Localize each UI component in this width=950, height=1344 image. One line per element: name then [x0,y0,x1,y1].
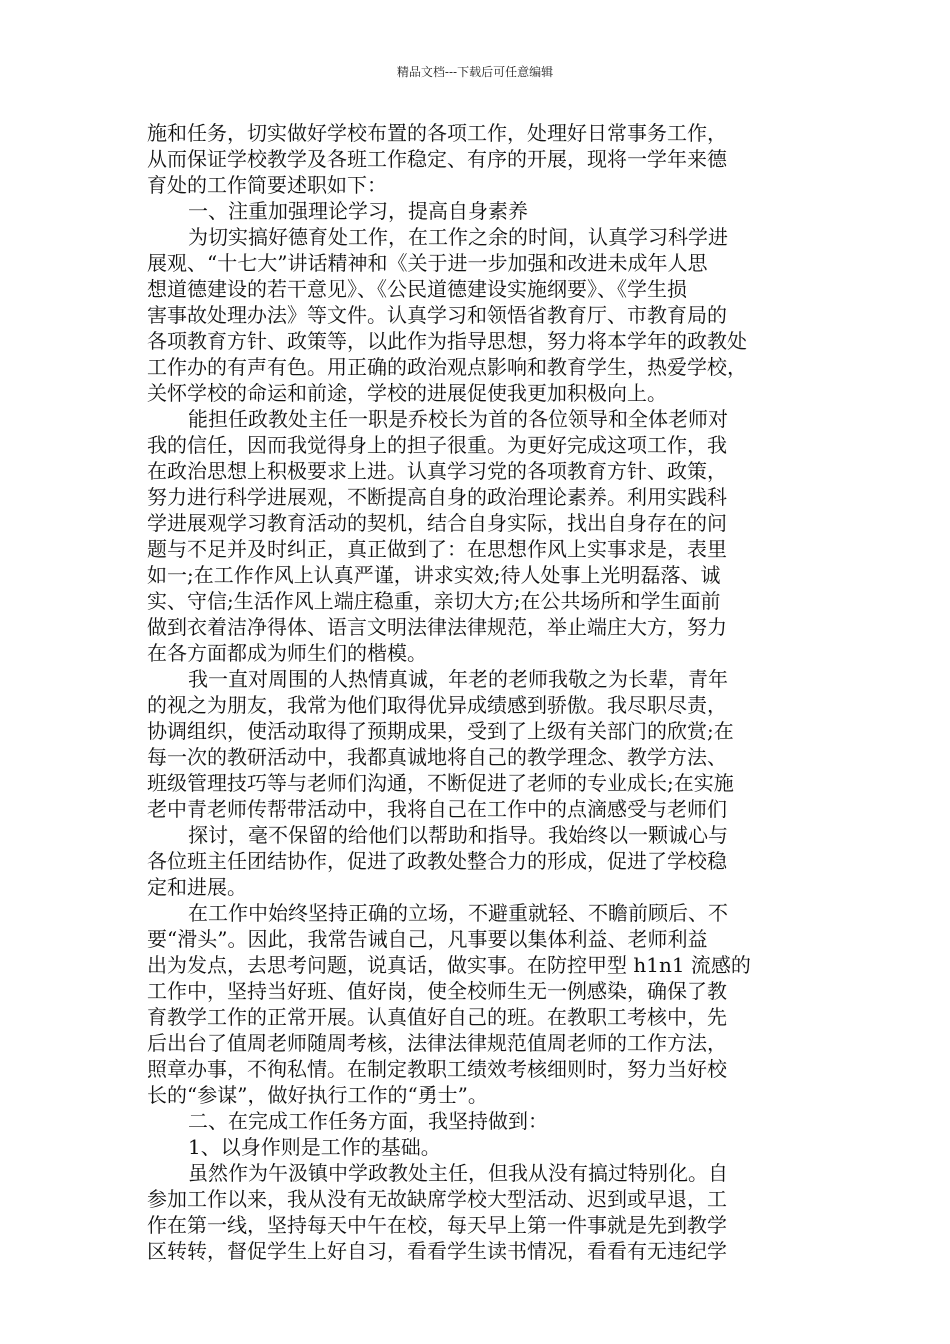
text-line: 如一;在工作作风上认真严谨，讲求实效;待人处事上光明磊落、诚 [147,563,721,587]
text-line: 在各方面都成为师生们的楷模。 [147,641,427,665]
text-line: 每一次的教研活动中，我都真诚地将自己的教学理念、教学方法、 [147,745,727,769]
text-line: 工作办的有声有色。用正确的政治观点影响和教育学生，热爱学校， [147,355,747,379]
text-line: 定和进展。 [147,875,247,899]
text-line: 长的“参谋”，做好执行工作的“勇士”。 [147,1083,488,1107]
text-line: 我的信任，因而我觉得身上的担子很重。为更好完成这项工作，我 [147,433,727,457]
text-line: 害事故处理办法》等文件。认真学习和领悟省教育厅、市教育局的 [147,303,727,327]
text-line: 作在第一线，坚持每天中午在校，每天早上第一件事就是先到教学 [147,1213,727,1237]
text-line: 展观、“十七大”讲话精神和《关于进一步加强和改进未成年人思 [147,251,708,275]
text-line: 关怀学校的命运和前途，学校的进展促使我更加积极向上。 [147,381,667,405]
text-line: 后出台了值周老师随周考核，法律法律规范值周老师的工作方法， [147,1031,727,1055]
text-line: 各位班主任团结协作，促进了政教处整合力的形成，促进了学校稳 [147,849,727,873]
text-line: 我一直对周围的人热情真诚，年老的老师我敬之为长辈，青年 [188,667,728,691]
text-line: 老中青老师传帮带活动中，我将自己在工作中的点滴感受与老师们 [147,797,727,821]
text-line: 探讨，毫不保留的给他们以帮助和指导。我始终以一颗诚心与 [188,823,728,847]
text-line: 育处的工作简要述职如下： [147,173,387,197]
page-header: 精品文档---下载后可任意编辑 [396,65,554,79]
text-line: 区转转，督促学生上好自习，看看学生读书情况，看看有无违纪学 [147,1239,727,1263]
text-line: 努力进行科学进展观，不断提高自身的政治理论素养。利用实践科 [147,485,727,509]
text-line: 出为发点，去思考问题，说真话，做实事。在防控甲型 h1n1 流感的 [147,953,751,977]
text-line: 题与不足并及时纠正，真正做到了：在思想作风上实事求是，表里 [147,537,727,561]
text-line: 在政治思想上积极要求上进。认真学习党的各项教育方针、政策， [147,459,727,483]
text-line: 在工作中始终坚持正确的立场，不避重就轻、不瞻前顾后、不 [188,901,728,925]
text-line: 为切实搞好德育处工作，在工作之余的时间，认真学习科学进 [188,225,728,249]
text-line: 做到衣着洁净得体、语言文明法律法律规范，举止端庄大方，努力 [147,615,727,639]
text-line: 二、在完成工作任务方面，我坚持做到： [188,1109,548,1133]
text-line: 学进展观学习教育活动的契机，结合自身实际，找出自身存在的问 [147,511,727,535]
text-line: 想道德建设的若干意见》、《公民道德建设实施纲要》、《学生损 [147,277,687,301]
text-line: 的视之为朋友，我常为他们取得优异成绩感到骄傲。我尽职尽责， [147,693,727,717]
text-line: 协调组织，使活动取得了预期成果，受到了上级有关部门的欣赏;在 [147,719,734,743]
text-line: 育教学工作的正常开展。认真值好自己的班。在教职工考核中，先 [147,1005,727,1029]
text-line: 实、守信;生活作风上端庄稳重，亲切大方;在公共场所和学生面前 [147,589,721,613]
text-line: 照章办事，不徇私情。在制定教职工绩效考核细则时，努力当好校 [147,1057,727,1081]
text-line: 施和任务，切实做好学校布置的各项工作，处理好日常事务工作， [147,121,727,145]
text-line: 班级管理技巧等与老师们沟通，不断促进了老师的专业成长;在实施 [147,771,734,795]
text-line: 各项教育方针、政策等，以此作为指导思想，努力将本学年的政教处 [147,329,747,353]
text-line: 工作中，坚持当好班、值好岗，使全校师生无一例感染，确保了教 [147,979,727,1003]
text-line: 从而保证学校教学及各班工作稳定、有序的开展，现将一学年来德 [147,147,727,171]
text-line: 参加工作以来，我从没有无故缺席学校大型活动、迟到或早退，工 [147,1187,727,1211]
text-line: 要“滑头”。因此，我常告诫自己，凡事要以集体利益、老师利益 [147,927,708,951]
text-line: 一、注重加强理论学习，提高自身素养 [188,199,528,223]
text-line: 能担任政教处主任一职是乔校长为首的各位领导和全体老师对 [188,407,728,431]
text-line: 虽然作为午汲镇中学政教处主任，但我从没有搞过特别化。自 [188,1161,728,1185]
document-body [147,120,807,1264]
text-line: 1、以身作则是工作的基础。 [188,1135,441,1159]
